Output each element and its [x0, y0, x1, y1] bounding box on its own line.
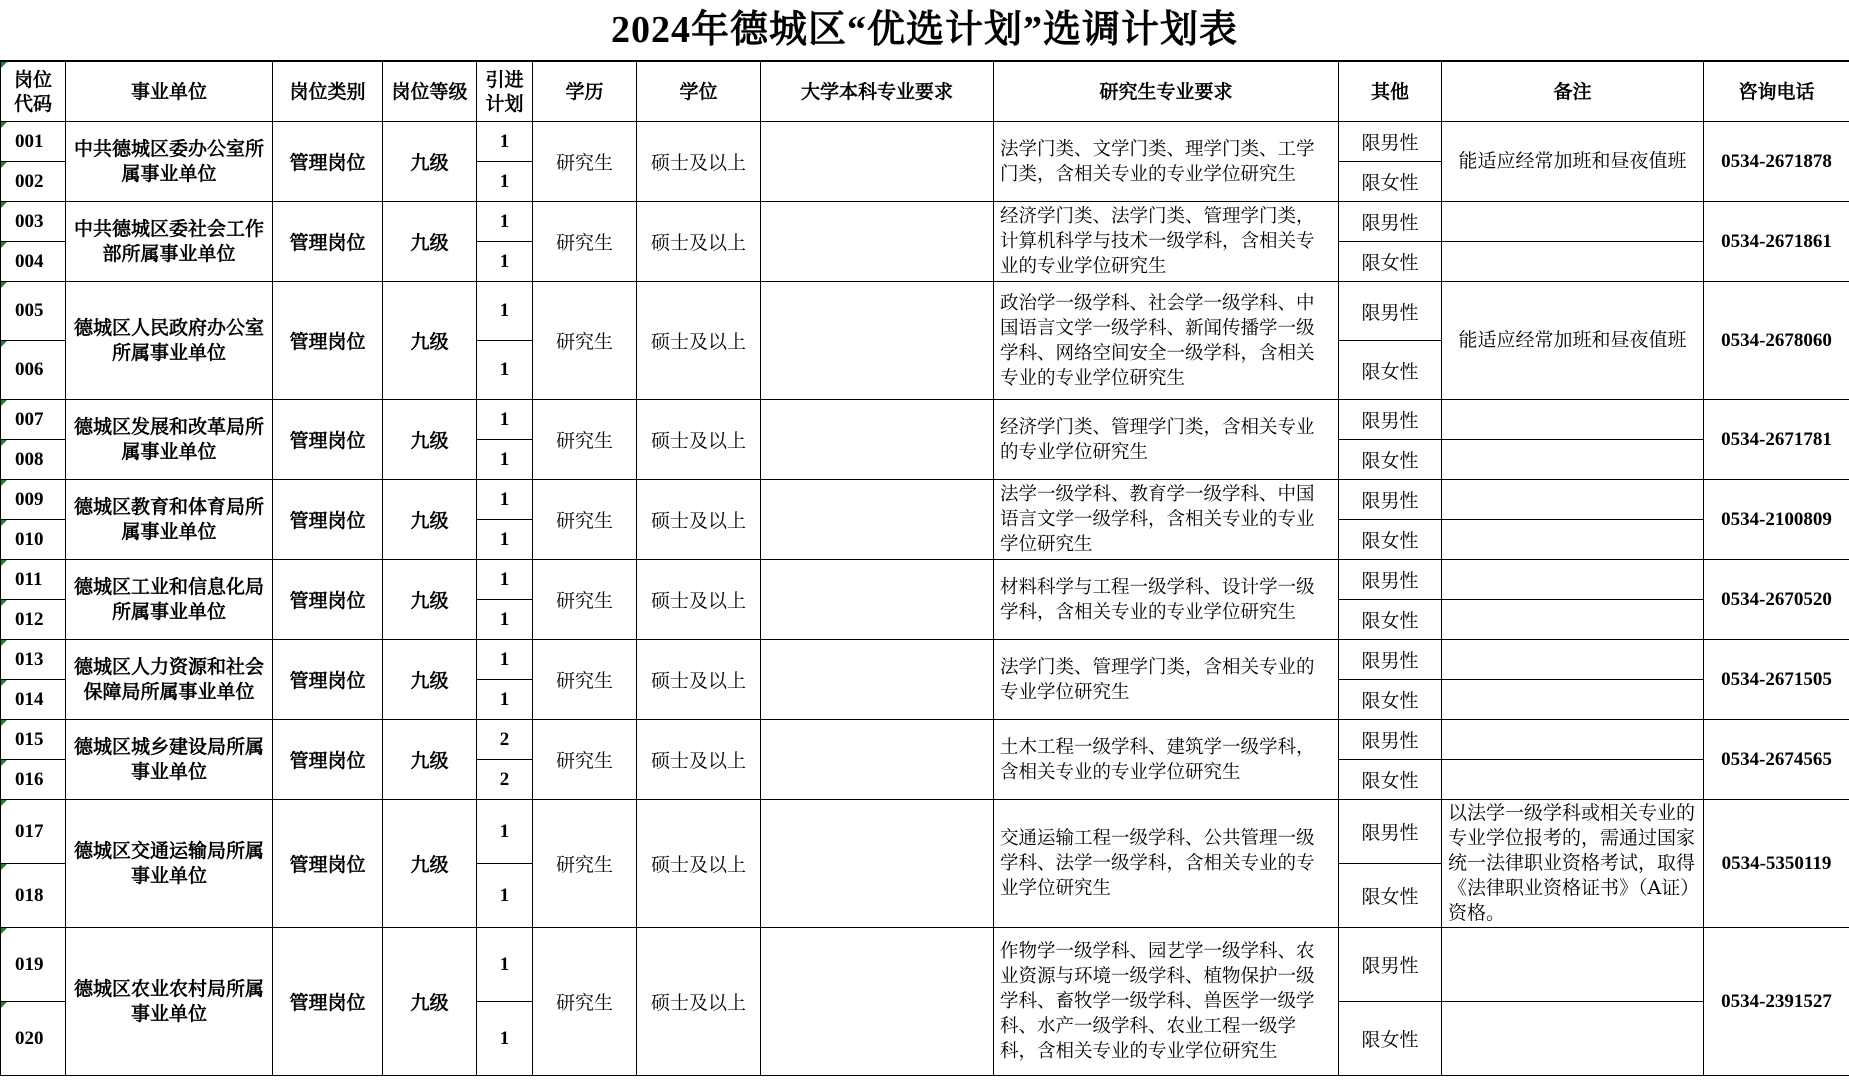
undergrad-major-cell — [761, 400, 994, 480]
unit-name-cell: 德城区农业农村局所属事业单位 — [66, 928, 273, 1076]
education-cell: 研究生 — [533, 400, 637, 480]
degree-cell: 硕士及以上 — [637, 720, 761, 800]
education-cell: 研究生 — [533, 122, 637, 202]
education-cell: 研究生 — [533, 560, 637, 640]
remark-cell — [1442, 680, 1704, 720]
plan-count-cell: 1 — [477, 440, 533, 480]
recruitment-table — [0, 61, 1849, 1076]
position-code-cell: 015 — [1, 720, 66, 760]
position-code-cell: 006 — [1, 341, 66, 400]
category-cell: 管理岗位 — [273, 640, 383, 720]
plan-count-cell: 2 — [477, 720, 533, 760]
remark-cell — [1442, 600, 1704, 640]
plan-count-cell: 1 — [477, 202, 533, 242]
other-requirement-cell: 限女性 — [1339, 440, 1442, 480]
education-cell: 研究生 — [533, 640, 637, 720]
level-cell: 九级 — [383, 122, 477, 202]
plan-count-cell: 1 — [477, 400, 533, 440]
other-requirement-cell: 限男性 — [1339, 202, 1442, 242]
unit-name-cell: 德城区交通运输局所属事业单位 — [66, 800, 273, 928]
undergrad-major-cell — [761, 202, 994, 282]
phone-cell: 0534-2678060 — [1704, 282, 1849, 400]
header-row — [1, 62, 1849, 122]
undergrad-major-cell — [761, 720, 994, 800]
level-cell: 九级 — [383, 720, 477, 800]
header-undergrad: 大学本科专业要求 — [761, 62, 994, 122]
other-requirement-cell: 限女性 — [1339, 1002, 1442, 1076]
remark-cell — [1442, 560, 1704, 600]
other-requirement-cell: 限男性 — [1339, 560, 1442, 600]
education-cell: 研究生 — [533, 800, 637, 928]
other-requirement-cell: 限女性 — [1339, 680, 1442, 720]
graduate-major-cell: 法学门类、管理学门类，含相关专业的专业学位研究生 — [994, 640, 1339, 720]
remark-cell — [1442, 440, 1704, 480]
graduate-major-cell: 经济学门类、法学门类、管理学门类，计算机科学与技术一级学科，含相关专业的专业学位研究生 — [994, 202, 1339, 282]
plan-count-cell: 1 — [477, 1002, 533, 1076]
other-requirement-cell: 限男性 — [1339, 720, 1442, 760]
degree-cell: 硕士及以上 — [637, 400, 761, 480]
position-code-cell: 012 — [1, 600, 66, 640]
position-code-cell: 002 — [1, 162, 66, 202]
other-requirement-cell: 限女性 — [1339, 864, 1442, 928]
education-cell: 研究生 — [533, 928, 637, 1076]
category-cell: 管理岗位 — [273, 480, 383, 560]
header-unit: 事业单位 — [66, 62, 273, 122]
graduate-major-cell: 法学一级学科、教育学一级学科、中国语言文学一级学科，含相关专业的专业学位研究生 — [994, 480, 1339, 560]
table-row — [1, 720, 1849, 760]
plan-count-cell: 1 — [477, 242, 533, 282]
graduate-major-cell: 经济学门类、管理学门类，含相关专业的专业学位研究生 — [994, 400, 1339, 480]
degree-cell: 硕士及以上 — [637, 202, 761, 282]
category-cell: 管理岗位 — [273, 720, 383, 800]
header-plan: 引进 计划 — [477, 62, 533, 122]
level-cell: 九级 — [383, 800, 477, 928]
graduate-major-cell: 作物学一级学科、园艺学一级学科、农业资源与环境一级学科、植物保护一级学科、畜牧学一级学科、兽医学一级学科、水产一级学科、农业工程一级学科，含相关专业的专业学位研究生 — [994, 928, 1339, 1076]
header-phone: 咨询电话 — [1704, 62, 1849, 122]
unit-name-cell: 德城区人力资源和社会保障局所属事业单位 — [66, 640, 273, 720]
phone-cell: 0534-5350119 — [1704, 800, 1849, 928]
phone-cell: 0534-2674565 — [1704, 720, 1849, 800]
category-cell: 管理岗位 — [273, 202, 383, 282]
plan-count-cell: 1 — [477, 560, 533, 600]
remark-cell: 能适应经常加班和昼夜值班 — [1442, 122, 1704, 202]
remark-cell — [1442, 1002, 1704, 1076]
other-requirement-cell: 限女性 — [1339, 600, 1442, 640]
header-other: 其他 — [1339, 62, 1442, 122]
plan-count-cell: 1 — [477, 341, 533, 400]
phone-cell: 0534-2671878 — [1704, 122, 1849, 202]
remark-cell — [1442, 720, 1704, 760]
degree-cell: 硕士及以上 — [637, 122, 761, 202]
header-remark: 备注 — [1442, 62, 1704, 122]
degree-cell: 硕士及以上 — [637, 480, 761, 560]
table-body — [1, 122, 1849, 1076]
position-code-cell: 014 — [1, 680, 66, 720]
level-cell: 九级 — [383, 560, 477, 640]
position-code-cell: 017 — [1, 800, 66, 864]
degree-cell: 硕士及以上 — [637, 560, 761, 640]
level-cell: 九级 — [383, 928, 477, 1076]
other-requirement-cell: 限女性 — [1339, 162, 1442, 202]
plan-count-cell: 1 — [477, 800, 533, 864]
position-code-cell: 001 — [1, 122, 66, 162]
plan-count-cell: 1 — [477, 122, 533, 162]
unit-name-cell: 德城区教育和体育局所属事业单位 — [66, 480, 273, 560]
plan-count-cell: 1 — [477, 864, 533, 928]
remark-cell — [1442, 480, 1704, 520]
table-row — [1, 800, 1849, 864]
plan-count-cell: 1 — [477, 480, 533, 520]
table-row — [1, 928, 1849, 1002]
other-requirement-cell: 限男性 — [1339, 122, 1442, 162]
header-graduate: 研究生专业要求 — [994, 62, 1339, 122]
category-cell: 管理岗位 — [273, 800, 383, 928]
undergrad-major-cell — [761, 282, 994, 400]
level-cell: 九级 — [383, 640, 477, 720]
table-row — [1, 560, 1849, 600]
unit-name-cell: 德城区人民政府办公室所属事业单位 — [66, 282, 273, 400]
unit-name-cell: 德城区发展和改革局所属事业单位 — [66, 400, 273, 480]
graduate-major-cell: 土木工程一级学科、建筑学一级学科，含相关专业的专业学位研究生 — [994, 720, 1339, 800]
header-level: 岗位等级 — [383, 62, 477, 122]
level-cell: 九级 — [383, 400, 477, 480]
graduate-major-cell: 材料科学与工程一级学科、设计学一级学科，含相关专业的专业学位研究生 — [994, 560, 1339, 640]
plan-count-cell: 1 — [477, 282, 533, 341]
undergrad-major-cell — [761, 800, 994, 928]
position-code-cell: 019 — [1, 928, 66, 1002]
header-code: 岗位 代码 — [1, 62, 66, 122]
phone-cell: 0534-2670520 — [1704, 560, 1849, 640]
category-cell: 管理岗位 — [273, 928, 383, 1076]
unit-name-cell: 中共德城区委办公室所属事业单位 — [66, 122, 273, 202]
level-cell: 九级 — [383, 480, 477, 560]
table-row — [1, 480, 1849, 520]
header-degree: 学位 — [637, 62, 761, 122]
position-code-cell: 013 — [1, 640, 66, 680]
remark-cell — [1442, 400, 1704, 440]
other-requirement-cell: 限女性 — [1339, 520, 1442, 560]
education-cell: 研究生 — [533, 480, 637, 560]
category-cell: 管理岗位 — [273, 282, 383, 400]
header-category: 岗位类别 — [273, 62, 383, 122]
other-requirement-cell: 限女性 — [1339, 341, 1442, 400]
undergrad-major-cell — [761, 480, 994, 560]
level-cell: 九级 — [383, 282, 477, 400]
plan-count-cell: 1 — [477, 928, 533, 1002]
undergrad-major-cell — [761, 122, 994, 202]
other-requirement-cell: 限女性 — [1339, 760, 1442, 800]
unit-name-cell: 德城区城乡建设局所属事业单位 — [66, 720, 273, 800]
header-education: 学历 — [533, 62, 637, 122]
position-code-cell: 005 — [1, 282, 66, 341]
remark-cell — [1442, 242, 1704, 282]
other-requirement-cell: 限男性 — [1339, 928, 1442, 1002]
position-code-cell: 011 — [1, 560, 66, 600]
position-code-cell: 009 — [1, 480, 66, 520]
position-code-cell: 007 — [1, 400, 66, 440]
graduate-major-cell: 法学门类、文学门类、理学门类、工学门类，含相关专业的专业学位研究生 — [994, 122, 1339, 202]
graduate-major-cell: 交通运输工程一级学科、公共管理一级学科、法学一级学科，含相关专业的专业学位研究生 — [994, 800, 1339, 928]
category-cell: 管理岗位 — [273, 560, 383, 640]
table-row — [1, 400, 1849, 440]
position-code-cell: 010 — [1, 520, 66, 560]
remark-cell — [1442, 760, 1704, 800]
position-code-cell: 016 — [1, 760, 66, 800]
education-cell: 研究生 — [533, 282, 637, 400]
undergrad-major-cell — [761, 928, 994, 1076]
table-row — [1, 282, 1849, 341]
plan-count-cell: 2 — [477, 760, 533, 800]
undergrad-major-cell — [761, 560, 994, 640]
other-requirement-cell: 限女性 — [1339, 242, 1442, 282]
phone-cell: 0534-2671505 — [1704, 640, 1849, 720]
education-cell: 研究生 — [533, 720, 637, 800]
plan-count-cell: 1 — [477, 520, 533, 560]
category-cell: 管理岗位 — [273, 122, 383, 202]
phone-cell: 0534-2671781 — [1704, 400, 1849, 480]
remark-cell — [1442, 928, 1704, 1002]
position-code-cell: 003 — [1, 202, 66, 242]
graduate-major-cell: 政治学一级学科、社会学一级学科、中国语言文学一级学科、新闻传播学一级学科、网络空间安全一级学科，含相关专业的专业学位研究生 — [994, 282, 1339, 400]
unit-name-cell: 德城区工业和信息化局所属事业单位 — [66, 560, 273, 640]
remark-cell: 以法学一级学科或相关专业的专业学位报考的，需通过国家统一法律职业资格考试，取得《法律职业资格证书》（A证）资格。 — [1442, 800, 1704, 928]
remark-cell — [1442, 202, 1704, 242]
remark-cell: 能适应经常加班和昼夜值班 — [1442, 282, 1704, 400]
other-requirement-cell: 限男性 — [1339, 282, 1442, 341]
position-code-cell: 018 — [1, 864, 66, 928]
phone-cell: 0534-2100809 — [1704, 480, 1849, 560]
other-requirement-cell: 限男性 — [1339, 400, 1442, 440]
position-code-cell: 008 — [1, 440, 66, 480]
page-title: 2024年德城区“优选计划”选调计划表 — [0, 0, 1849, 61]
degree-cell: 硕士及以上 — [637, 800, 761, 928]
position-code-cell: 004 — [1, 242, 66, 282]
degree-cell: 硕士及以上 — [637, 282, 761, 400]
other-requirement-cell: 限男性 — [1339, 800, 1442, 864]
education-cell: 研究生 — [533, 202, 637, 282]
plan-count-cell: 1 — [477, 600, 533, 640]
plan-count-cell: 1 — [477, 162, 533, 202]
remark-cell — [1442, 640, 1704, 680]
plan-count-cell: 1 — [477, 680, 533, 720]
category-cell: 管理岗位 — [273, 400, 383, 480]
degree-cell: 硕士及以上 — [637, 640, 761, 720]
other-requirement-cell: 限男性 — [1339, 480, 1442, 520]
plan-count-cell: 1 — [477, 640, 533, 680]
phone-cell: 0534-2391527 — [1704, 928, 1849, 1076]
table-row — [1, 202, 1849, 242]
position-code-cell: 020 — [1, 1002, 66, 1076]
remark-cell — [1442, 520, 1704, 560]
undergrad-major-cell — [761, 640, 994, 720]
unit-name-cell: 中共德城区委社会工作部所属事业单位 — [66, 202, 273, 282]
degree-cell: 硕士及以上 — [637, 928, 761, 1076]
phone-cell: 0534-2671861 — [1704, 202, 1849, 282]
table-row — [1, 640, 1849, 680]
other-requirement-cell: 限男性 — [1339, 640, 1442, 680]
level-cell: 九级 — [383, 202, 477, 282]
table-row — [1, 122, 1849, 162]
